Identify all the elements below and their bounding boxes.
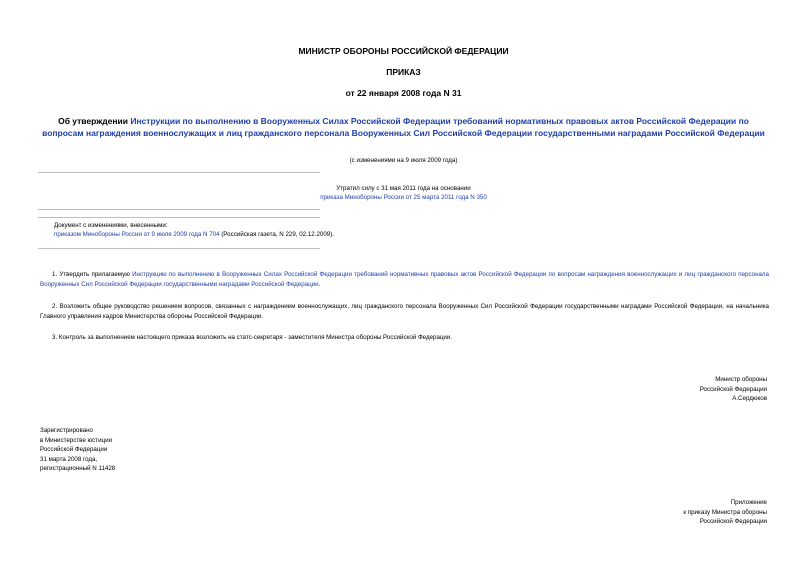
ministry-heading: МИНИСТР ОБОРОНЫ РОССИЙСКОЙ ФЕДЕРАЦИИ [298, 46, 509, 56]
doc-date-number: от 22 января 2008 года N 31 [345, 88, 462, 98]
registration-line-5: регистрационный N 11428 [40, 465, 116, 472]
changes-block [54, 221, 754, 239]
document-title [40, 115, 767, 139]
title-instruction-link[interactable]: Инструкции по выполнению в Вооруженных Силах Российской Федерации требований нормативных правовых актов Российской Федерации по вопросам награждения военнослужащих и лиц гражданского персонала Вооруженных Сил Российской Федерации государственными наградами Российской Федерации [42, 116, 765, 138]
registration-line-4: 31 марта 2008 года, [40, 455, 98, 463]
signature-line-2: Российской Федерации [699, 385, 767, 393]
signature-line-1: Министр обороны [715, 376, 767, 383]
divider-4 [38, 248, 320, 249]
appendix-line-3: Российской Федерации [699, 518, 767, 525]
divider-2 [38, 209, 320, 210]
registration-line-3: Российской Федерации [40, 446, 108, 453]
appendix-line-2: к приказу Министра обороны [683, 508, 767, 516]
registration-line-2: в Министерстве юстиции [40, 436, 113, 444]
paragraph-3 [40, 333, 769, 343]
changes-suffix: (Российская газета, N 229, 02.12.2009). [219, 231, 334, 238]
p1-suffix: . [318, 280, 321, 288]
registration-line-1: Зарегистрировано [40, 427, 93, 434]
lost-force-link[interactable]: приказа Минобороны России от 25 марта 2011 года N 350 [320, 194, 487, 201]
changes-link[interactable]: приказом Минобороны России от 9 июля 2009 года N 704 [54, 231, 220, 238]
doc-type-heading: ПРИКАЗ [386, 67, 421, 77]
signature-line-3: А.Сердюков [732, 395, 767, 402]
changes-intro: Документ с изменениями, внесенными: [54, 222, 168, 229]
p3-text: 3. Контроль за выполнением настоящего приказа возложить на статс-секретаря - заместителя Министра обороны Российской Федерации. [52, 334, 453, 341]
amendment-note: (с изменениями на 9 июля 2009 года) [349, 157, 458, 164]
title-prefix: Об утверждении [58, 116, 131, 126]
p1-prefix: 1. Утвердить прилагаемую [52, 271, 133, 278]
appendix-block [683, 498, 767, 527]
signature-block [700, 375, 767, 404]
divider-3 [38, 217, 320, 218]
divider-1 [38, 172, 320, 173]
p1-instruction-link[interactable]: Инструкцию по выполнению в Вооруженных Силах Российской Федерации требований нормативных правовых актов Российской Федерации по вопросам награждения военнослужащих и лиц гражданского персонала Вооруженных Сил Российской Федерации государственными наградами Российской Федерации [40, 271, 769, 288]
lost-force-text: Утратил силу с 31 мая 2011 года на основании [336, 185, 471, 192]
appendix-line-1: Приложение [730, 499, 767, 506]
registration-block [40, 426, 115, 474]
paragraph-2 [40, 302, 769, 321]
lost-force-note [0, 184, 807, 202]
p2-text: 2. Возложить общее руководство решением вопросов, связанных с награждением военнослужащих, лиц гражданского персонала Вооруженных Сил Российской Федерации государственными наградами Российской Федерации, на начальника Главного управления кадров Министерства обороны Российской Федерации. [40, 303, 769, 320]
paragraph-1 [40, 270, 769, 289]
